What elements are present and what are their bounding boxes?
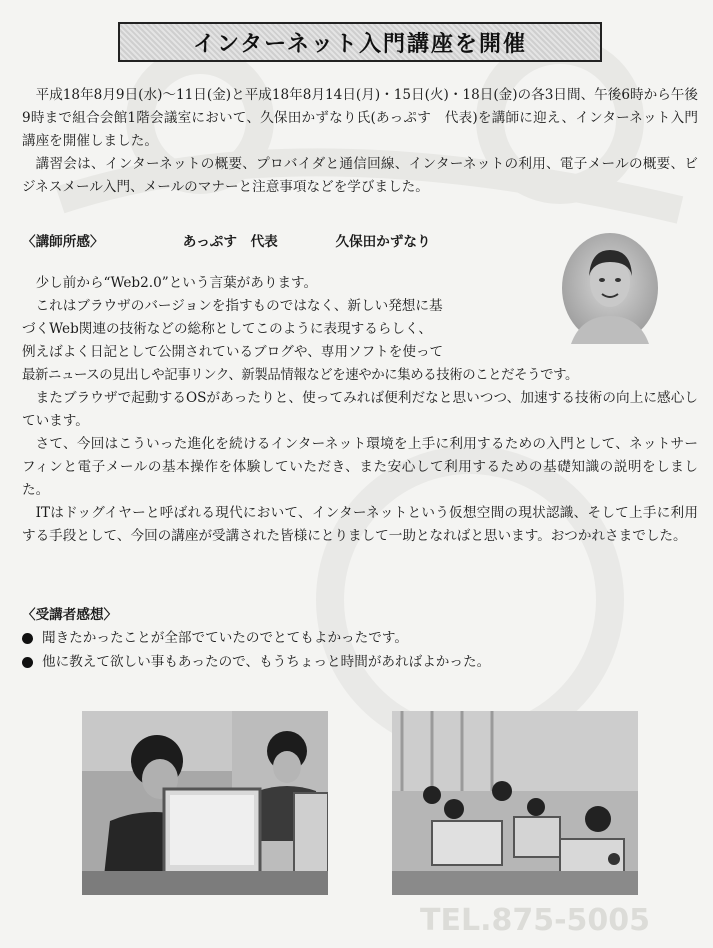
title-banner [118,22,602,62]
message-paragraph-3: さて、今回はこういった進化を続けるインターネット環境を上手に利用するための入門として、ネットサーフィンと電子メールの基本操作を体験していただき、また安心して利用するための基礎知識の説明をしました。 [22,436,698,498]
intro-paragraph-1: 平成18年8月9日(水)～11日(金)と平成18年8月14日(月)・15日(火)・18日(金)の各3日間、午後6時から午後9時まで組合会館1階会議室において、久保田かずなり氏(あっぷす 代表)を講師に迎え、インターネット入門講座を開催しました。 [22,87,698,149]
message-line-3: づくWeb関連の技術などの総称としてこのように表現するらしく、 [22,321,432,337]
lecturer-heading: 〈講師所感〉 [22,234,104,250]
message-line-1: 少し前から“Web2.0”という言葉があります。 [35,275,318,291]
impressions-heading: 〈受講者感想〉 [22,607,118,623]
impression-text: 聞きたかったことが全部でていたのでとてもよかったです。 [42,630,408,646]
message-paragraph-2: またブラウザで起動するOSがあったりと、使ってみれば便利だなと思いつつ、加速する技術の向上に感心しています。 [22,390,698,429]
lecturer-portrait [561,232,659,344]
list-item [22,626,698,650]
lecturer-role: あっぷす 代表 [182,234,278,250]
message-paragraph-4: ITはドッグイヤーと呼ばれる現代において、インターネットという仮想空間の現状認識、そして上手に利用する手段として、今回の講座が受講された皆様にとりまして一助となればと思います。おつかれさまでした。 [22,505,698,544]
classroom-photo-left [82,711,328,895]
bullet-icon [22,657,33,668]
page-title: インターネット入門講座を開催 [192,31,528,57]
message-line-2: これはブラウザのバージョンを指すものではなく、新しい発想に基 [35,298,443,314]
classroom-photo-right [392,711,638,895]
lecturer-heading-line [22,230,431,250]
message-line-5: 最新ニュースの見出しや記事リンク、新製品情報などを速やかに集める技術のことだそうです。 [22,368,579,383]
lecturer-name: 久保田かずなり [335,234,431,250]
bullet-icon [22,633,33,644]
svg-text:TEL.875-5005: TEL.875-5005 [420,903,651,938]
list-item [22,650,698,674]
message-line-4: 例えばよく日記として公開されているブログや、専用ソフトを使って [22,344,444,360]
impression-text: 他に教えて欲しい事もあったので、もうちょっと時間があればよかった。 [42,654,491,670]
impressions-list [22,626,698,674]
intro-paragraph-2: 講習会は、インターネットの概要、プロバイダと通信回線、インターネットの利用、電子メールの概要、ビジネスメール入門、メールのマナーと注意事項などを学びました。 [22,156,698,195]
